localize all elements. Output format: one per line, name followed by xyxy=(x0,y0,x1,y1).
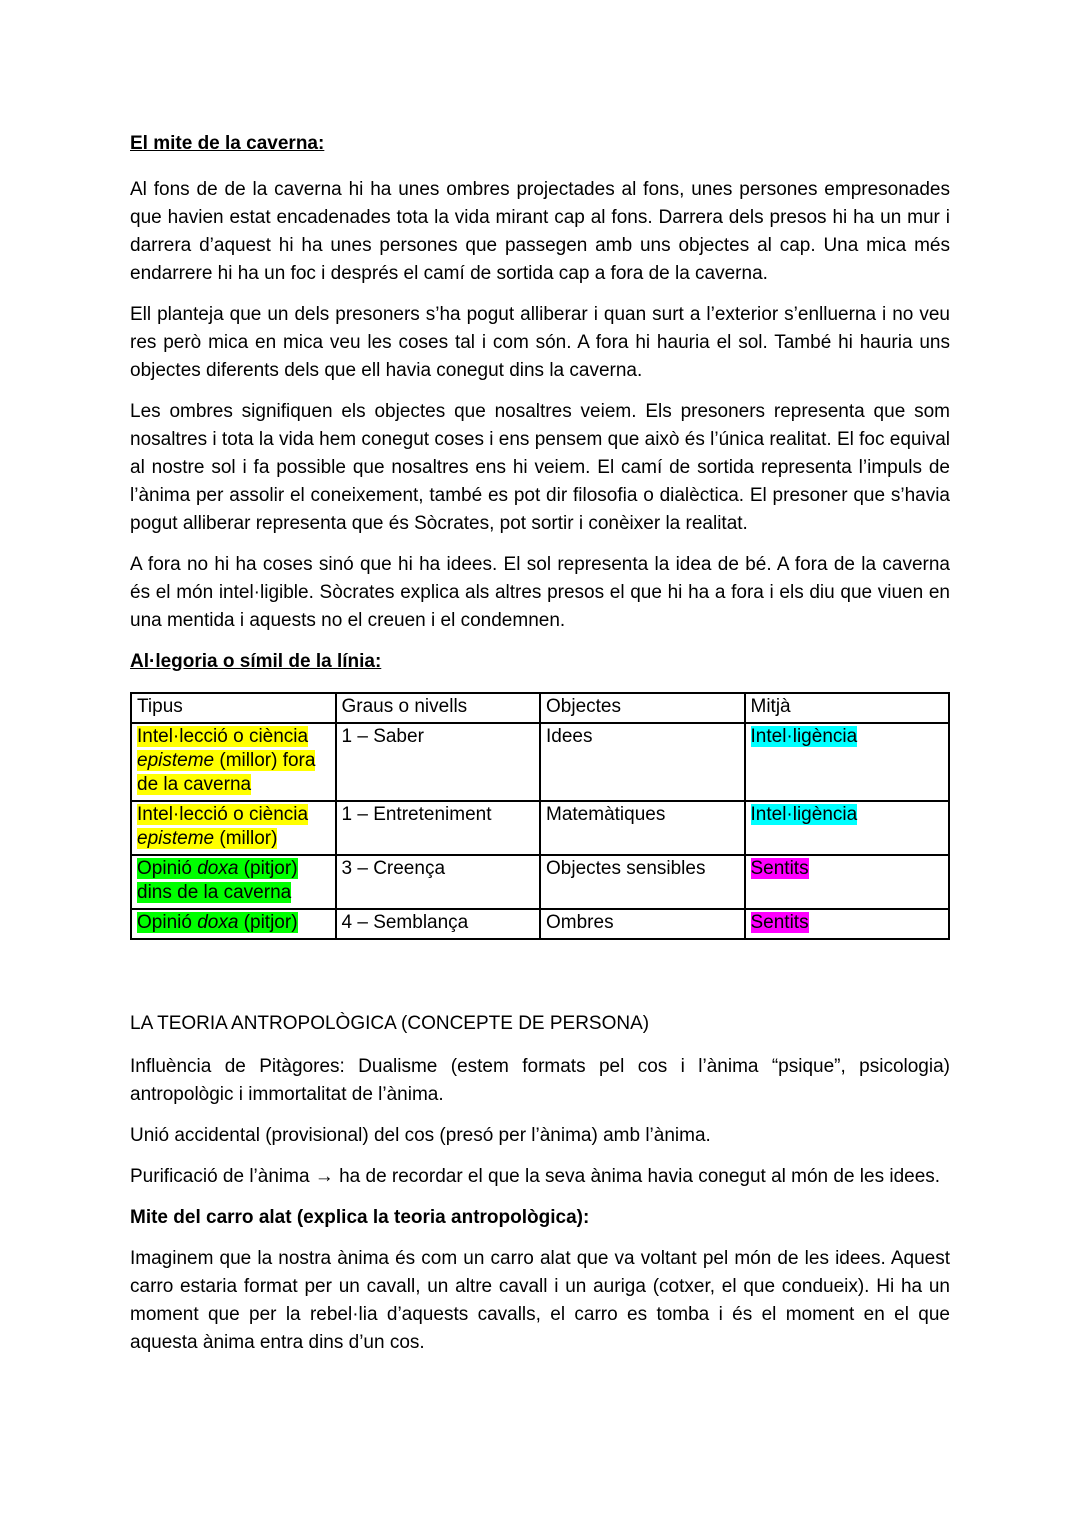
highlighted-text xyxy=(137,912,298,933)
cell-tipus xyxy=(131,855,336,909)
highlighted-text xyxy=(137,804,308,849)
highlighted-text: Intel·ligència xyxy=(750,804,858,825)
heading-cave-myth: El mite de la caverna: xyxy=(130,133,325,154)
paragraph-pitagores: Influència de Pitàgores: Dualisme (estem formats pel cos i l’ànima “psique”, psicologia) antropològic i immortalitat de l’ànima. xyxy=(130,1056,950,1105)
paragraph-cave-3: Les ombres signifiquen els objectes que nosaltres veiem. Els presoners representa que som nosaltres i tota la vida hem conegut coses i ens pensem que això és l’única realitat. El foc equival al nostre sol i fa possible que nosaltres ens hi veiem. El camí de sortida representa l’impuls de l’ànima per assolir el coneixement, també es pot dir filosofia o dialèctica. El presoner que s’havia pogut alliberar representa que és Sòcrates, pot sortir i conèixer la realitat. xyxy=(130,401,950,534)
column-header-tipus: Tipus xyxy=(131,693,336,723)
plain-text: Intel·lecció o ciència xyxy=(137,726,309,747)
plain-text: (millor) xyxy=(214,828,278,849)
italic-text: doxa xyxy=(197,912,239,933)
plain-text: Opinió xyxy=(137,858,198,879)
cell-graus: 4 – Semblança xyxy=(336,909,541,939)
cell-mitja xyxy=(745,855,950,909)
cell-graus: 1 – Entreteniment xyxy=(336,801,541,855)
column-header-mitja: Mitjà xyxy=(745,693,950,723)
paragraph-unio: Unió accidental (provisional) del cos (presó per l’ànima) amb l’ànima. xyxy=(130,1125,711,1146)
cell-graus: 1 – Saber xyxy=(336,723,541,801)
cell-objectes: Idees xyxy=(540,723,745,801)
heading-line-allegory: Al·legoria o símil de la línia: xyxy=(130,651,382,672)
highlighted-text xyxy=(137,858,298,903)
italic-text: episteme xyxy=(137,750,215,771)
paragraph-cave-2: Ell planteja que un dels presoners s’ha pogut alliberar i quan surt a l’exterior s’enlluerna i no veu res però mica en mica veu les coses tal i com són. A fora hi hauria el sol. També hi hauria uns objectes diferents dels que ell havia conegut dins la caverna. xyxy=(130,304,950,381)
column-header-objectes: Objectes xyxy=(540,693,745,723)
paragraph-cave-1: Al fons de de la caverna hi ha unes ombres projectades al fons, unes persones empresonades que havien estat encadenades tota la vida mirant cap al fons. Darrera dels presos hi ha un mur i darrera d’aquest hi ha unes persones que passegen amb uns objectes al cap. Una mica més endarrere hi ha un foc i després el camí de sortida cap a fora de la caverna. xyxy=(130,179,950,284)
cell-objectes: Ombres xyxy=(540,909,745,939)
table-row xyxy=(131,723,949,801)
highlighted-text xyxy=(137,726,315,795)
paragraph-carro-alat: Imaginem que la nostra ànima és com un carro alat que va voltant pel món de les idees. Aquest carro estaria format per un cavall, un altre cavall i un auriga (cotxer, el que condueix). Hi ha un moment que per la rebel·lia d’aquests cavalls, el carro es tomba i és el moment en el que aquesta ànima entra dins d’un cos. xyxy=(130,1248,950,1353)
highlighted-text: Sentits xyxy=(750,912,809,933)
plain-text: Opinió xyxy=(137,912,198,933)
plain-text: (pitjor) xyxy=(238,912,298,933)
heading-anthropological-theory: LA TEORIA ANTROPOLÒGICA (CONCEPTE DE PERSONA) xyxy=(130,1013,650,1034)
cell-tipus xyxy=(131,723,336,801)
cell-objectes: Objectes sensibles xyxy=(540,855,745,909)
table-header-row xyxy=(131,693,949,723)
cell-graus: 3 – Creença xyxy=(336,855,541,909)
cell-tipus xyxy=(131,909,336,939)
table-row xyxy=(131,909,949,939)
highlighted-text: Sentits xyxy=(750,858,809,879)
highlighted-text: Intel·ligència xyxy=(750,726,858,747)
allegory-table xyxy=(130,692,950,940)
italic-text: episteme xyxy=(137,828,215,849)
table-row xyxy=(131,801,949,855)
plain-text: Intel·lecció o ciència xyxy=(137,804,309,825)
plain-text: (millor) fora de la caverna xyxy=(137,750,316,795)
heading-carro-alat: Mite del carro alat (explica la teoria antropològica): xyxy=(130,1207,590,1228)
paragraph-cave-4: A fora no hi ha coses sinó que hi ha idees. El sol representa la idea de bé. A fora de la caverna és el món intel·ligible. Sòcrates explica als altres presos el que hi ha a fora i els diu que viuen en una mentida i aquests no el creuen i el condemnen. xyxy=(130,554,950,631)
cell-mitja xyxy=(745,801,950,855)
cell-mitja xyxy=(745,723,950,801)
italic-text: doxa xyxy=(197,858,239,879)
cell-mitja xyxy=(745,909,950,939)
paragraph-purificacio: Purificació de l’ànima → ha de recordar el que la seva ànima havia conegut al món de les idees. xyxy=(130,1166,941,1187)
plain-text: (pitjor) dins de la caverna xyxy=(137,858,298,903)
allegory-table-body xyxy=(131,723,949,939)
cell-objectes: Matemàtiques xyxy=(540,801,745,855)
cell-tipus xyxy=(131,801,336,855)
table-row xyxy=(131,855,949,909)
column-header-graus: Graus o nivells xyxy=(336,693,541,723)
